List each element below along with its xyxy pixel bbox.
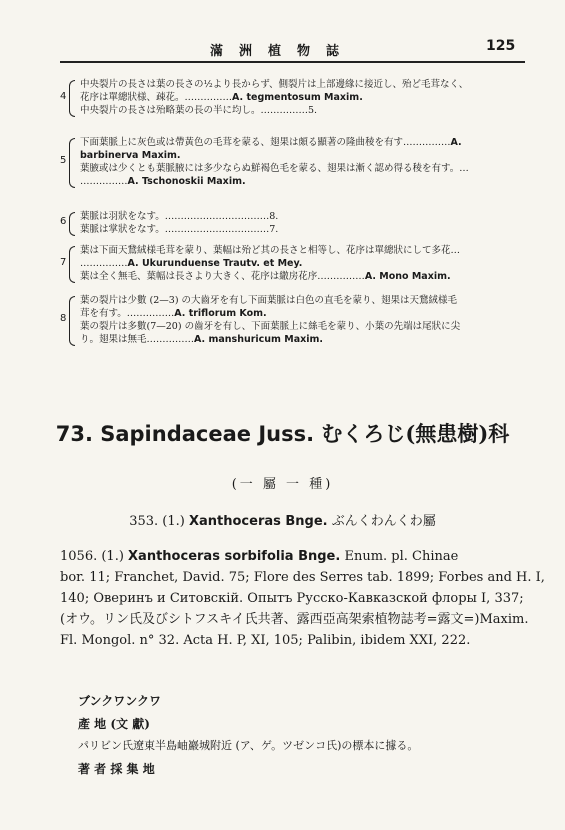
key-text: 葉脈は掌狀をなす。……………………………7. (80, 224, 279, 235)
citation-line (60, 588, 524, 609)
family-heading (0, 418, 565, 448)
key-text: …………… (80, 258, 128, 269)
citation-line (60, 630, 470, 651)
key-number: 5 (60, 155, 67, 166)
citation-line (60, 609, 528, 630)
key-text: 葉は全く無毛、葉幅は長さより大きく、花序は繖房花序…………… (80, 271, 365, 282)
key-line (80, 244, 460, 257)
key-line (80, 104, 317, 117)
species-latin-name: Xanthoceras sorbifolia Bnge. (128, 549, 341, 564)
key-bracket (69, 138, 75, 188)
key-text: 花序は單總狀様、疎花。…………… (80, 92, 233, 103)
key-text: 下面葉脈上に灰色或は帶黃色の毛茸を蒙る、翅果は頗る顯著の隆曲稜を有す…………… (80, 137, 451, 148)
key-text: 葉脈は羽狀をなす。……………………………8. (80, 211, 279, 222)
key-bracket (69, 212, 75, 236)
key-line (80, 136, 462, 149)
key-line (80, 78, 468, 91)
key-number: 4 (60, 90, 67, 102)
genus-number: 353. (1.) (129, 514, 185, 529)
citation-text: 140; Оверинъ и Ситовскій. Опытъ Русско-Кавказской флоры I, 337; (60, 591, 524, 606)
key-text: 中央裂片の長さは葉の長さの½より長からず、側裂片は上部邊緣に接近し、殆ど毛茸なく、 (80, 79, 469, 90)
habitat-label: 產 地 (文 獻) (78, 717, 150, 731)
key-number: 6 (60, 216, 67, 227)
key-text: 葉の裂片は多數(7—20) の齒牙を有し、下面葉脈上に絲毛を蒙り、小葉の先端は尾狀に尖 (80, 321, 461, 332)
taxon-name: A. tegmentosum Maxim. (232, 92, 363, 103)
family-japanese-name: むくろじ(無患樹)科 (321, 421, 510, 446)
key-line (80, 223, 278, 236)
key-line (80, 320, 460, 333)
taxon-name: A. Ukurunduense Trautv. et Mey. (127, 258, 303, 269)
collection-label: 著 者 採 集 地 (78, 762, 155, 776)
key-line (80, 257, 302, 270)
key-bracket (69, 80, 75, 117)
key-text: 中央裂片の長さは殆略葉の長の半に均し。……………5. (80, 105, 318, 116)
taxon-name: A. manshuricum Maxim. (194, 334, 324, 345)
citation-line (60, 567, 545, 588)
taxon-name: A. triflorum Kom. (174, 308, 267, 319)
key-text: 葉は下面天鵞絨様毛茸を蒙り、葉幅は殆ど其の長さと相等し、花序は單總狀にして多花… (80, 245, 461, 256)
taxon-name: barbinerva Maxim. (80, 150, 181, 161)
key-text: 茸を有す。…………… (80, 308, 175, 319)
key-text: 葉腋或は少くとも葉脈腋には多少ならぬ鮮褐色毛を蒙る、翅果は漸く認め得る稜を有す。… (80, 163, 469, 174)
citation-text: bor. 11; Franchet, David. 75; Flore des Serres tab. 1899; Forbes and H. I, (60, 570, 545, 585)
key-bracket (69, 296, 75, 346)
key-bracket (69, 246, 75, 283)
key-number: 7 (60, 256, 67, 268)
genus-japanese-name: ぶんくわんくわ屬 (331, 514, 436, 529)
header-rule (60, 61, 525, 63)
subfamily-note: (一 屬 一 種) (231, 477, 334, 492)
running-title: 滿洲植物誌 (210, 44, 356, 59)
taxon-name: A. Mono Maxim. (364, 271, 451, 282)
genus-heading (0, 510, 565, 529)
key-text: …………… (80, 176, 128, 187)
citation-text: Enum. pl. Chinae (340, 549, 459, 564)
key-line (80, 333, 323, 346)
citation-text: (オウ。リン氏及びシトフスキイ氏共著、露西亞高架索植物誌考=露文=)Maxim. (60, 612, 529, 627)
key-line (80, 210, 278, 223)
vernacular-name: ブンクワンクワ (78, 694, 162, 708)
key-line (80, 91, 363, 104)
page-number: 125 (486, 38, 516, 54)
key-line (80, 162, 469, 175)
key-line (80, 149, 181, 162)
key-line (80, 270, 451, 283)
key-line (80, 307, 267, 320)
key-text: り。翅果は無毛…………… (80, 334, 195, 345)
key-text: 葉の裂片は少數 (2—3) の大齒牙を有し下面葉脈は白色の直毛を蒙り、翅果は天鵞絨様毛 (80, 295, 458, 306)
habitat-text: パリビン氏遼東半島岫巖城附近 (ア、ゲ。ツゼンコ氏)の標本に據る。 (78, 739, 419, 752)
key-line (80, 294, 457, 307)
key-line (80, 175, 246, 188)
taxon-name: A. (450, 137, 462, 148)
citation-text: 1056. (1.) (60, 549, 129, 564)
genus-latin-name: Xanthoceras Bnge. (188, 514, 328, 529)
family-number: 73. (55, 422, 93, 446)
key-number: 8 (60, 313, 67, 324)
citation-text: Fl. Mongol. n° 32. Acta H. P, XI, 105; Palibin, ibidem XXI, 222. (60, 633, 471, 648)
taxon-name: A. Tschonoskii Maxim. (127, 176, 246, 187)
citation-line (60, 546, 458, 567)
family-latin-name: Sapindaceae Juss. (100, 422, 315, 446)
